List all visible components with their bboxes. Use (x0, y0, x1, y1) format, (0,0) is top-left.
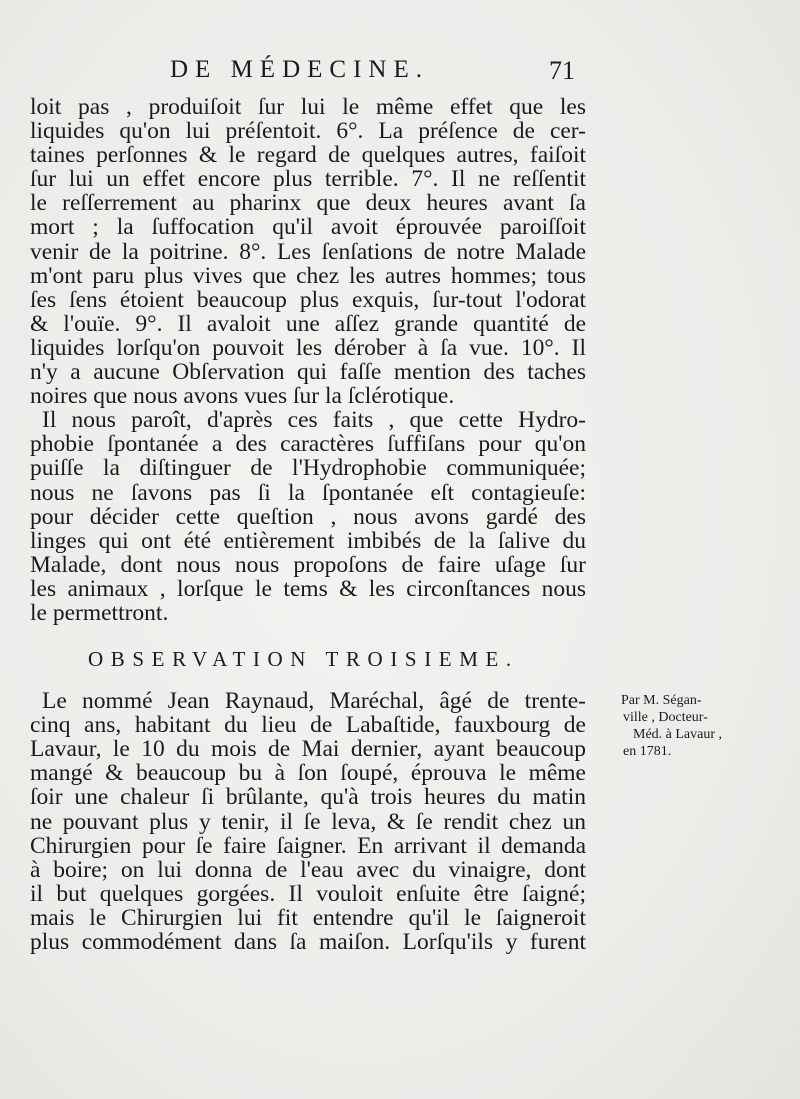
text-line: mort ; la ſuffocation qu'il avoit éprouvée paroiſſoit (30, 214, 586, 241)
text-line: ſur lui un effet encore plus terrible. 7°. Il ne reſſentit (30, 166, 586, 193)
text-line: à boire; on lui donna de l'eau avec du vinaigre, dont (30, 856, 586, 883)
text-line: puiſſe la diſtinguer de l'Hydrophobie communiquée; (30, 455, 586, 482)
margin-note-line: Par M. Ségan- (621, 693, 702, 708)
paragraph-1 (30, 95, 586, 408)
text-line: nous ne ſavons pas ſi la ſpontanée eſt contagieuſe: (30, 479, 586, 506)
text-line: le permettront. (30, 599, 169, 626)
text-line: liquides lorſqu'on pouvoit les dérober à ſa vue. 10°. Il (30, 334, 586, 361)
text-line: pour décider cette queſtion , nous avons gardé des (30, 503, 586, 530)
text-line: & l'ouïe. 9°. Il avaloit une aſſez grande quantité de (30, 310, 586, 337)
text-line: taines perſonnes & le regard de quelques autres, faiſoit (30, 142, 586, 169)
text-line: cinq ans, habitant du lieu de Labaſtide, fauxbourg de (30, 712, 586, 739)
text-line: phobie ſpontanée a des caractères ſuffiſans pour qu'on (30, 431, 586, 458)
text-line: noires que nous avons vues ſur la ſclérotique. (30, 383, 455, 410)
text-line: m'ont paru plus vives que chez les autres hommes; tous (30, 262, 586, 289)
margin-note-line: Méd. à Lavaur , (633, 727, 723, 742)
text-line: mangé & beaucoup bu à ſon ſoupé, éprouva le même (30, 760, 586, 787)
paragraph-2 (30, 408, 586, 625)
text-line: Malade, dont nous nous propoſons de faire uſage ſur (30, 551, 586, 578)
text-line: ne pouvant plus y tenir, il ſe leva, & ſe rendit chez un (30, 808, 586, 835)
text-line: venir de la poitrine. 8°. Les ſenſations de notre Malade (30, 238, 586, 265)
margin-note-line: ville , Docteur- (623, 710, 708, 725)
main-text-column (30, 95, 586, 954)
text-line: plus commodément dans ſa maiſon. Lorſqu'ils y furent (30, 929, 586, 955)
text-line: ſoir une chaleur ſi brûlante, qu'à trois heures du matin (30, 784, 586, 811)
text-line: loit pas , produiſoit ſur lui le même effet que les (30, 94, 586, 120)
text-line: les animaux , lorſque le tems & les circonſtances nous (30, 575, 586, 602)
section-heading: OBSERVATION TROISIEME. (88, 647, 519, 672)
text-line: Lavaur, le 10 du mois de Mai dernier, ayant beaucoup (30, 736, 586, 763)
paragraph-3 (30, 689, 586, 954)
running-title: DE MÉDECINE. (170, 56, 429, 83)
page-number: 71 (549, 56, 575, 85)
text-line: Il nous paroît, d'après ces faits , que cette Hydro- (42, 407, 586, 434)
text-line: mais le Chirurgien lui fit entendre qu'il le ſaigneroit (30, 904, 586, 931)
text-line: ſes ſens étoient beaucoup plus exquis, ſur-tout l'odorat (30, 286, 586, 313)
text-line: liquides qu'on lui préſentoit. 6°. La préſence de cer- (30, 118, 586, 145)
margin-note-line: en 1781. (623, 744, 672, 759)
margin-note-attribution (621, 692, 781, 760)
text-line: le reſſerrement au pharinx que deux heures avant ſa (30, 190, 586, 217)
text-line: linges qui ont été entièrement imbibés de la ſalive du (30, 527, 586, 554)
text-line: n'y a aucune Obſervation qui faſſe mention des taches (30, 359, 586, 386)
text-line: il but quelques gorgées. Il vouloit enſuite être ſaigné; (30, 880, 586, 907)
text-line: Chirurgien pour ſe faire ſaigner. En arrivant il demanda (30, 832, 586, 859)
text-line: Le nommé Jean Raynaud, Maréchal, âgé de trente- (42, 688, 586, 715)
